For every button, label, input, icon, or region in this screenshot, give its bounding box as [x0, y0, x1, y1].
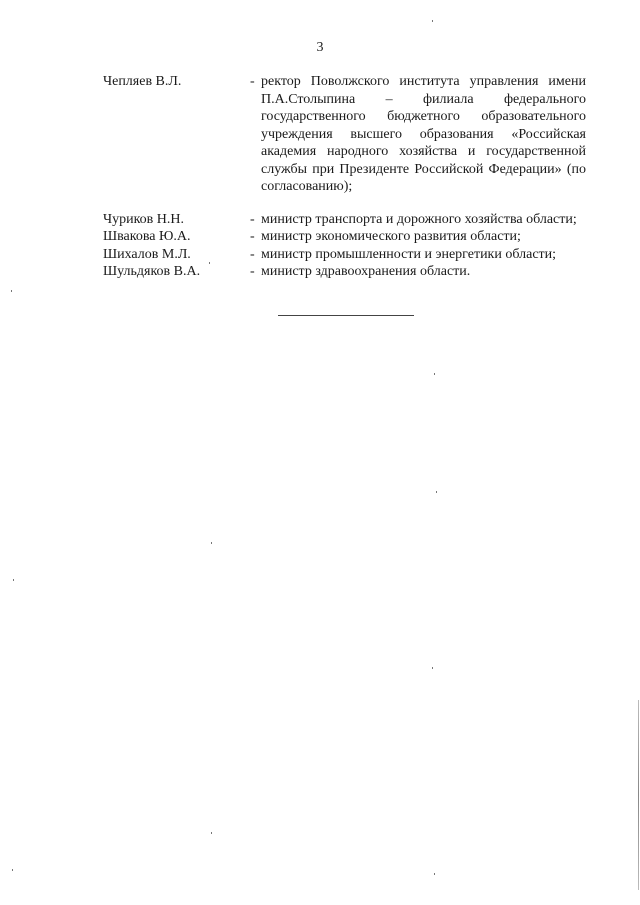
scan-speck — [13, 579, 14, 581]
member-name: Чуриков Н.Н. — [103, 211, 185, 227]
scan-speck — [209, 262, 210, 264]
member-name: Шульдяков В.А. — [103, 264, 201, 279]
scan-speck — [434, 873, 435, 875]
scan-speck — [12, 869, 13, 871]
scan-speck — [432, 20, 433, 22]
member-dash: - — [250, 211, 255, 227]
page-number: 3 — [316, 40, 324, 55]
member-dash: - — [250, 264, 255, 279]
member-dash: - — [250, 74, 255, 89]
scan-speck — [436, 491, 437, 493]
member-role: министр промышленности и энергетики области; — [261, 246, 557, 262]
member-role: министр экономического развития области; — [261, 229, 521, 244]
member-row — [0, 263, 640, 281]
scan-speck — [211, 542, 212, 544]
member-row — [0, 211, 640, 229]
member-list — [0, 73, 640, 281]
scan-speck — [434, 373, 435, 375]
member-name: Швакова Ю.А. — [103, 229, 191, 244]
member-name: Шихалов М.Л. — [103, 246, 191, 262]
member-row — [0, 228, 640, 246]
closing-divider-line — [278, 315, 414, 316]
scan-speck — [432, 667, 433, 669]
scan-edge-shadow — [638, 700, 639, 890]
member-role: министр транспорта и дорожного хозяйства области; — [261, 211, 577, 227]
member-row — [0, 73, 640, 196]
member-dash: - — [250, 246, 255, 262]
member-dash: - — [250, 229, 255, 244]
scan-speck — [211, 832, 212, 834]
member-name: Чепляев В.Л. — [103, 74, 182, 89]
member-role: министр здравоохранения области. — [261, 264, 471, 279]
member-role: ректор Поволжского института управления имени П.А.Столыпина – филиала федерального государственного бюджетного образовательного учреждения высшего образования «Российская академия народного хозяйства и государственной службы при Президенте Российской Федерации» (по согласованию); — [261, 74, 586, 194]
member-row — [0, 246, 640, 264]
scan-speck — [11, 290, 12, 292]
